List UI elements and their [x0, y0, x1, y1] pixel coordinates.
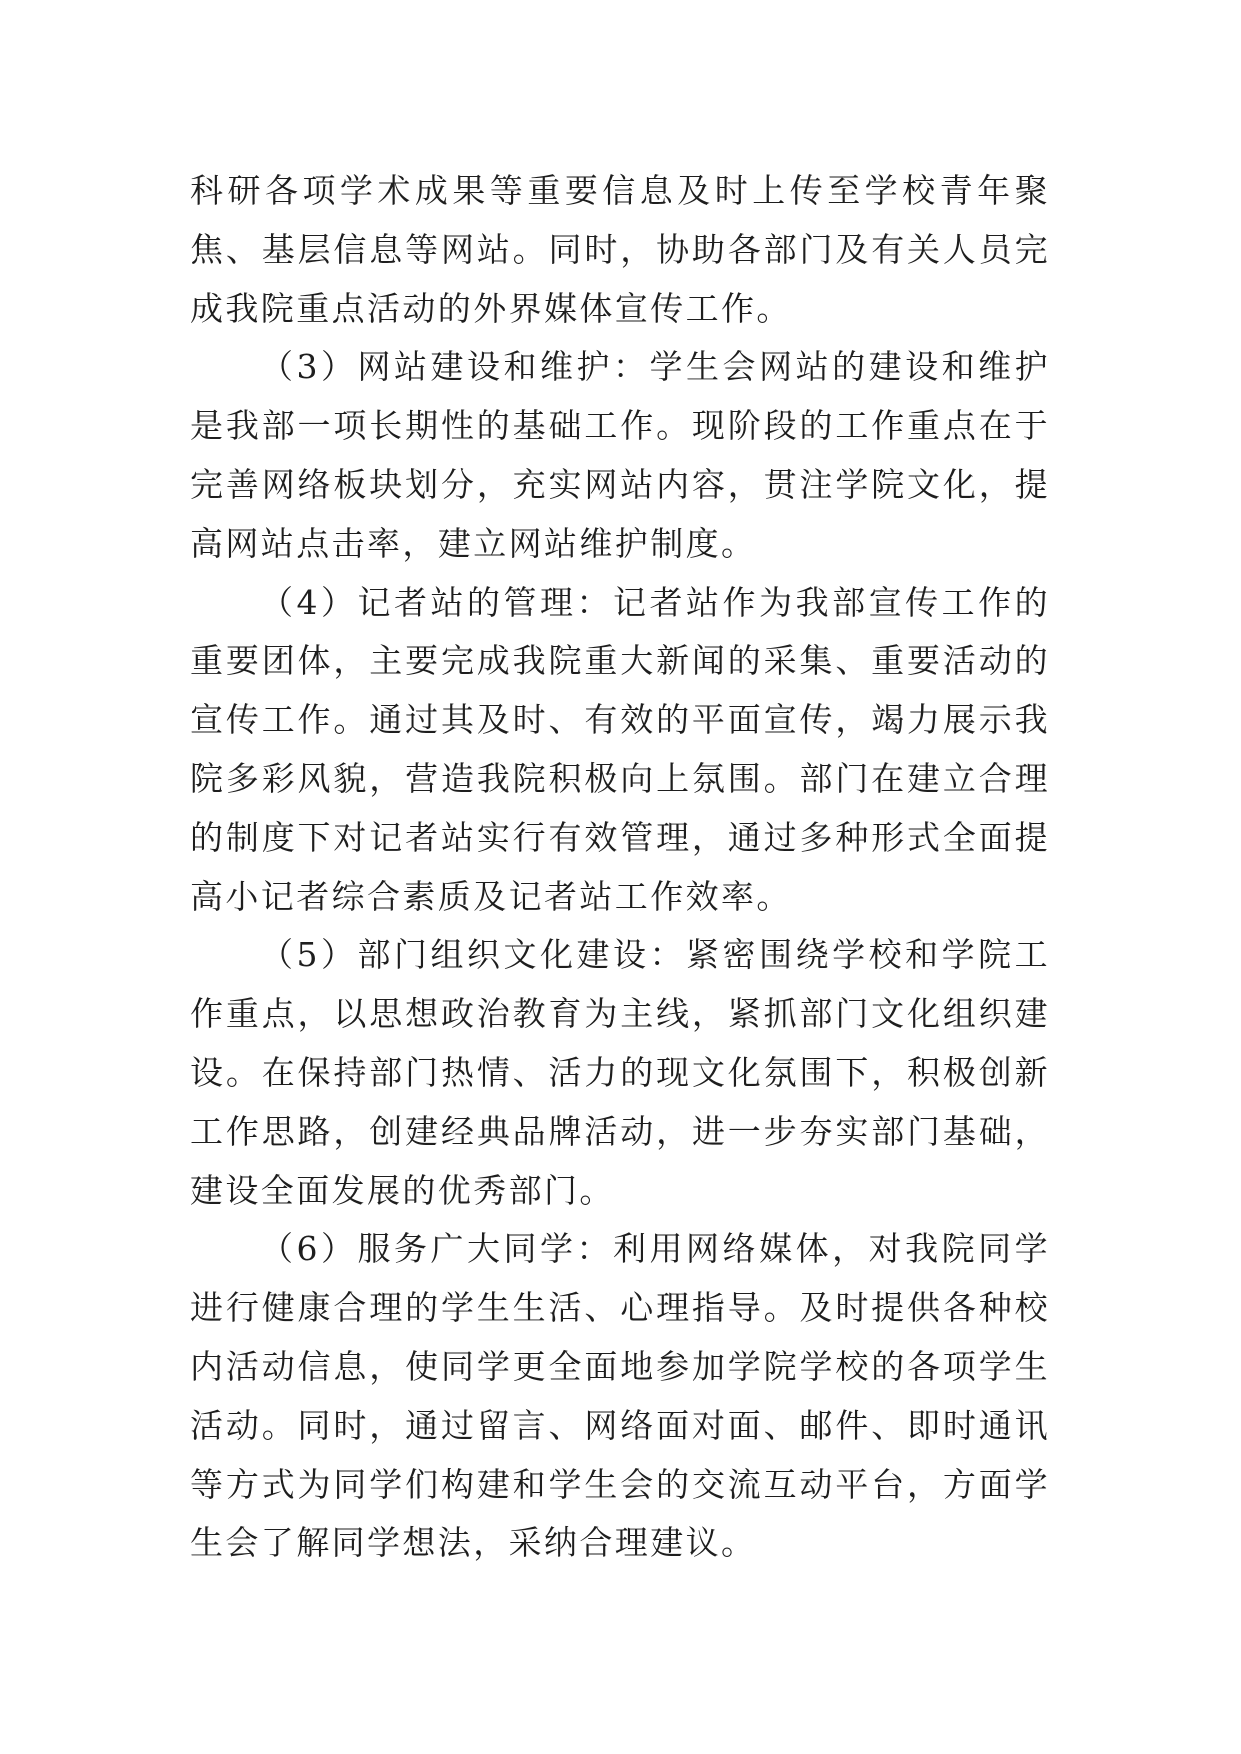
- text-line: 健康合理的学生生活、心理指导。及时提供各种校内活动信: [190, 1288, 1050, 1386]
- text-line: （5）部门组织文化建设：紧密围绕学校和学院工作重: [190, 935, 1050, 1034]
- text-line: （3）网站建设和维护：学生会网站的建设和维护是我: [190, 347, 1050, 446]
- text-line: 造我院积极向上氛围。部门在建立合理的制度下对记者站实: [190, 758, 1050, 857]
- text-line: 秀部门。: [473, 1170, 615, 1210]
- text-line: 活动的外界媒体宣传工作。: [367, 288, 792, 328]
- paragraph-website-maintenance: [190, 338, 1050, 573]
- text-line: 持部门热情、活力的现文化氛围下，积极创新工作思路，创: [190, 1052, 1051, 1151]
- paragraph-continuation: [190, 162, 1050, 338]
- text-line: 行有效管理，通过多种形式全面提高小记者综合素质及记者: [190, 817, 1050, 916]
- text-line: 层信息等网站。同时，协助各部门及有关人员完成我院重点: [190, 229, 1050, 328]
- paragraph-culture-building: [190, 926, 1050, 1220]
- text-line: 团体，主要完成我院重大新闻的采集、重要活动的宣传工作。: [190, 641, 1050, 740]
- text-line: （4）记者站的管理：记者站作为我部宣传工作的重要: [190, 582, 1050, 681]
- text-line: 纳合理建议。: [544, 1523, 757, 1563]
- text-line: 建立网站维护制度。: [437, 523, 757, 563]
- paragraph-reporter-station: [190, 574, 1050, 927]
- text-line: 站工作效率。: [579, 876, 792, 916]
- text-line: 通过其及时、有效的平面宣传，竭力展示我院多彩风貌，营: [190, 700, 1050, 798]
- text-line: （6）服务广大同学：利用网络媒体，对我院同学进行: [190, 1229, 1050, 1328]
- text-line: 建经典品牌活动，进一步夯实部门基础，建设全面发展的优: [190, 1111, 1051, 1210]
- document-body: [190, 162, 1050, 1573]
- paragraph-student-service: [190, 1220, 1050, 1573]
- text-line: 建和学生会的交流互动平台，方面学生会了解同学想法，采: [190, 1464, 1051, 1563]
- text-line: 部一项长期性的基础工作。现阶段的工作重点在于完善网络: [190, 406, 1050, 504]
- text-line: 科研各项学术成果等重要信息及时上传至学校青年聚焦、基: [190, 171, 1050, 269]
- text-line: 点，以思想政治教育为主线，紧抓部门文化组织建设。在保: [190, 994, 1050, 1092]
- text-line: 通过留言、网络面对面、邮件、即时通讯等方式为同学们构: [190, 1405, 1051, 1504]
- text-line: 息，使同学更全面地参加学院学校的各项学生活动。同时，: [190, 1346, 1051, 1445]
- text-line: 板块划分，充实网站内容，贯注学院文化，提高网站点击率，: [190, 464, 1051, 563]
